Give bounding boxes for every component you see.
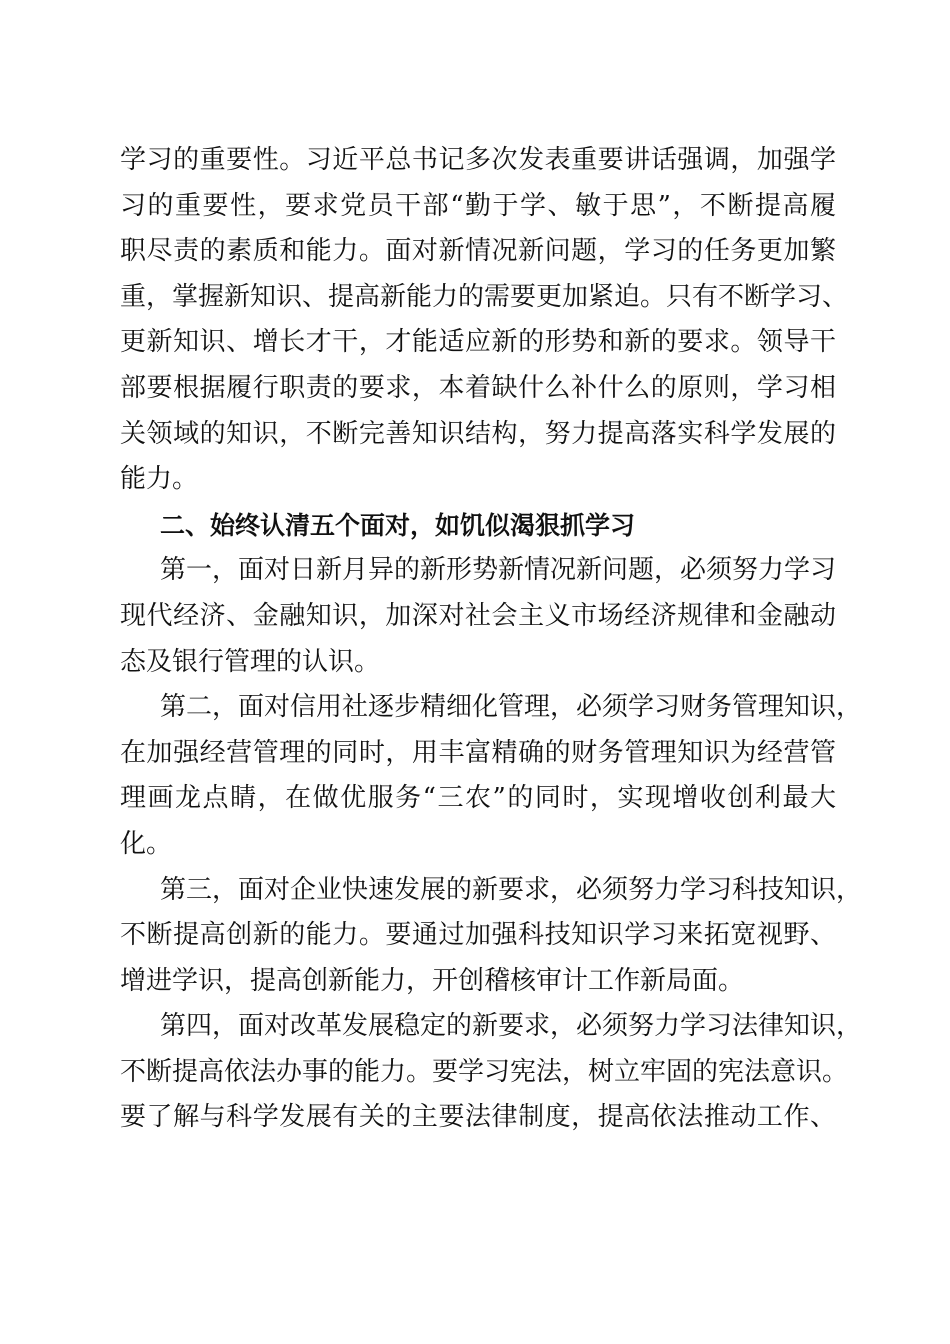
text-line: 能力。 [120, 464, 199, 495]
text-line: 重，掌握新知识、提高新能力的需要更加紧迫。只有不断学习、 [120, 281, 849, 312]
text-line: 第一，面对日新月异的新形势新情况新问题，必须努力学习 [160, 555, 837, 586]
paragraph-2 [120, 548, 836, 685]
section-heading: 二、始终认清五个面对，如饥似渴狠抓学习 [160, 510, 636, 540]
paragraph-4 [120, 868, 863, 1005]
text-line: 职尽责的素质和能力。面对新情况新问题，学习的任务更加繁 [120, 236, 836, 267]
paragraph-3 [120, 685, 863, 867]
text-line: 不断提高依法办事的能力。要学习宪法，树立牢固的宪法意识。 [120, 1056, 849, 1087]
text-line: 学习的重要性。习近平总书记多次发表重要讲话强调，加强学 [120, 145, 836, 175]
text-line: 习的重要性，要求党员干部“勤于学、敏于思”，不断提高履 [120, 190, 836, 221]
text-line: 关领域的知识，不断完善知识结构，努力提高落实科学发展的 [120, 418, 836, 449]
text-line: 现代经济、金融知识，加深对社会主义市场经济规律和金融动 [120, 600, 836, 631]
text-line: 理画龙点睛，在做优服务“三农”的同时，实现增收创利最大 [120, 783, 836, 814]
text-line: 第二，面对信用社逐步精细化管理，必须学习财务管理知识， [160, 692, 863, 723]
text-line: 态及银行管理的认识。 [120, 646, 381, 677]
text-line: 要了解与科学发展有关的主要法律制度，提高依法推动工作、 [120, 1102, 836, 1133]
paragraph-1 [120, 138, 849, 503]
text-line: 更新知识、增长才干，才能适应新的形势和新的要求。领导干 [120, 327, 836, 358]
text-line: 增进学识，提高创新能力，开创稽核审计工作新局面。 [120, 965, 745, 996]
text-line: 第四，面对改革发展稳定的新要求，必须努力学习法律知识， [160, 1011, 863, 1042]
text-line: 不断提高创新的能力。要通过加强科技知识学习来拓宽视野、 [120, 920, 836, 951]
text-line: 部要根据履行职责的要求，本着缺什么补什么的原则，学习相 [120, 372, 836, 403]
text-line: 在加强经营管理的同时，用丰富精确的财务管理知识为经营管 [120, 737, 836, 768]
paragraph-5 [120, 1004, 863, 1141]
document-body [120, 138, 863, 1141]
text-line: 化。 [120, 828, 173, 859]
text-line: 第三，面对企业快速发展的新要求，必须努力学习科技知识， [160, 874, 863, 905]
